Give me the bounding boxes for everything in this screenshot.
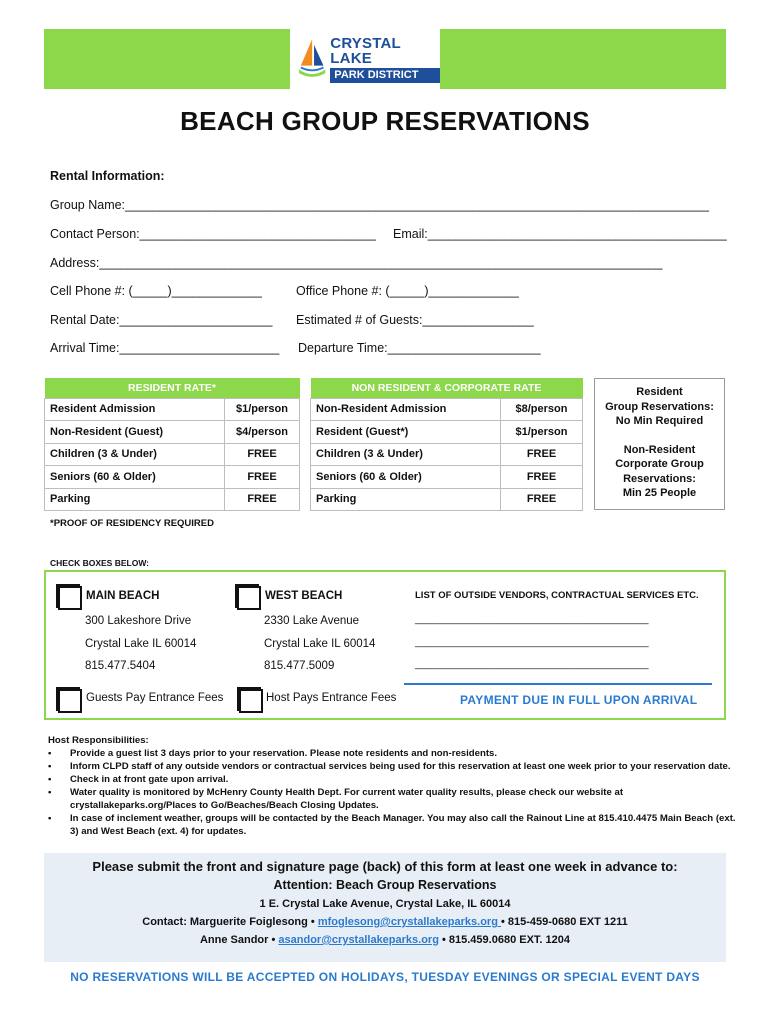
main-beach-name: MAIN BEACH <box>86 590 160 602</box>
contact2-suffix: • 815.459.0680 EXT. 1204 <box>438 934 571 946</box>
row-label: Parking <box>311 488 501 511</box>
table-row <box>311 421 583 444</box>
main-beach-checkbox[interactable] <box>58 586 82 610</box>
west-beach-name: WEST BEACH <box>265 590 343 602</box>
logo-line1: CRYSTAL LAKE <box>330 34 401 67</box>
row-price: FREE <box>501 488 583 511</box>
row-price: $1/person <box>501 421 583 444</box>
group-box-line: Group Reservations: <box>605 400 714 413</box>
row-label: Seniors (60 & Older) <box>45 466 225 489</box>
guests-field[interactable]: Estimated # of Guests:________________ <box>296 313 534 327</box>
nonresident-rate-table <box>310 378 583 511</box>
address-field[interactable]: Address:_________________________________________________________________________________ <box>50 256 663 270</box>
west-beach-city: Crystal Lake IL 60014 <box>264 638 376 650</box>
main-beach-address: 300 Lakeshore Drive <box>85 615 192 627</box>
main-beach-phone: 815.477.5404 <box>85 660 156 672</box>
row-label: Resident (Guest*) <box>311 421 501 444</box>
vendor-line[interactable]: __________________________________________ <box>415 614 649 625</box>
table-row <box>311 466 583 489</box>
group-name-field[interactable]: Group Name:____________________________________________________________________________________ <box>50 198 709 212</box>
row-price: $8/person <box>501 398 583 421</box>
footer-notice: NO RESERVATIONS WILL BE ACCEPTED ON HOLIDAYS, TUESDAY EVENINGS OR SPECIAL EVENT DAYS <box>70 970 700 984</box>
list-item: • Provide a guest list 3 days prior to your reservation. Please note residents and non-residents. <box>48 747 738 760</box>
proof-note: *PROOF OF RESIDENCY REQUIRED <box>50 518 214 529</box>
group-box-line: Min 25 People <box>622 487 697 499</box>
guests-pay-checkbox[interactable] <box>58 689 82 713</box>
west-beach-checkbox[interactable] <box>237 586 261 610</box>
contact-line-2 <box>44 934 726 946</box>
submit-line2: Attention: Beach Group Reservations <box>273 878 497 892</box>
row-price: FREE <box>501 466 583 489</box>
list-item: • Inform CLPD staff of any outside vendors or contractual services being used for this reservation at least one week prior to your reservation date. <box>48 760 738 773</box>
row-label: Non-Resident Admission <box>311 398 501 421</box>
group-box-line: Reservations: <box>623 472 696 485</box>
contact1-prefix: Contact: Marguerite Foiglesong • <box>142 916 318 928</box>
row-price: FREE <box>225 466 300 489</box>
row-label: Resident Admission <box>45 398 225 421</box>
rental-date-field[interactable]: Rental Date:______________________ <box>50 313 273 327</box>
west-beach-address: 2330 Lake Avenue <box>264 615 360 627</box>
contact1-email-link[interactable]: mfoglesong@crystallakeparks.org <box>317 916 501 928</box>
contact-person-field[interactable]: Contact Person:__________________________________ <box>50 227 376 241</box>
contact2-email-link[interactable]: asandor@crystallakeparks.org <box>278 934 439 946</box>
vendor-line[interactable]: __________________________________________ <box>415 659 649 670</box>
contact-line-1 <box>44 916 726 928</box>
row-label: Children (3 & Under) <box>311 443 501 466</box>
row-label: Non-Resident (Guest) <box>45 421 225 444</box>
list-item: • In case of inclement weather, groups will be contacted by the Beach Manager. You may also call the Rainout Line at 815.410.4475 Main Beach (ext. 3) and West Beach (ext. 4) for updates. <box>48 812 738 838</box>
host-responsibilities <box>48 734 738 838</box>
contact1-suffix: • 815-459-0680 EXT 1211 <box>500 916 628 928</box>
row-price: FREE <box>225 443 300 466</box>
host-pays-checkbox[interactable] <box>239 689 263 713</box>
vendor-line[interactable]: __________________________________________ <box>415 637 649 648</box>
row-label: Children (3 & Under) <box>45 443 225 466</box>
main-beach-city: Crystal Lake IL 60014 <box>85 638 197 650</box>
resident-rate-table <box>44 378 300 511</box>
host-heading: Host Responsibilities: <box>48 735 149 746</box>
page-title: BEACH GROUP RESERVATIONS <box>180 106 590 136</box>
rental-heading: Rental Information: <box>50 169 165 183</box>
divider <box>404 683 712 685</box>
list-item: • Water quality is monitored by McHenry County Health Dept. For current water quality results, please check our website at crystallakeparks.org/Places to Go/Beaches/Beach Closing Updates. <box>48 786 738 812</box>
vendors-heading: LIST OF OUTSIDE VENDORS, CONTRACTUAL SERVICES ETC. <box>415 590 699 601</box>
sailboat-icon <box>298 36 326 82</box>
submit-instructions <box>44 853 726 962</box>
row-price: $4/person <box>225 421 300 444</box>
table-row <box>45 398 300 421</box>
payment-notice: PAYMENT DUE IN FULL UPON ARRIVAL <box>460 693 698 707</box>
row-price: FREE <box>501 443 583 466</box>
guests-pay-label: Guests Pay Entrance Fees <box>86 692 224 704</box>
check-boxes-label: CHECK BOXES BELOW: <box>50 558 150 568</box>
email-field[interactable]: Email:___________________________________________ <box>393 227 727 241</box>
table-row <box>311 398 583 421</box>
group-box-line: Non-Resident <box>623 443 696 456</box>
table-row <box>45 488 300 511</box>
row-label: Seniors (60 & Older) <box>311 466 501 489</box>
logo <box>290 29 440 89</box>
row-price: $1/person <box>225 398 300 421</box>
office-phone-field[interactable]: Office Phone #: (_____)_____________ <box>296 284 519 298</box>
resident-rate-header: RESIDENT RATE* <box>45 378 300 398</box>
row-label: Parking <box>45 488 225 511</box>
departure-time-field[interactable]: Departure Time:______________________ <box>298 341 541 355</box>
group-minimums-box <box>594 378 725 510</box>
table-row <box>45 443 300 466</box>
table-row <box>45 466 300 489</box>
cell-phone-field[interactable]: Cell Phone #: (_____)_____________ <box>50 284 262 298</box>
table-row <box>311 488 583 511</box>
submit-line1: Please submit the front and signature page (back) of this form at least one week in advance to: <box>92 859 678 874</box>
group-box-line: Corporate Group <box>615 458 704 470</box>
submit-address: 1 E. Crystal Lake Avenue, Crystal Lake, IL 60014 <box>259 898 511 910</box>
table-row <box>45 421 300 444</box>
group-box-line: Resident <box>636 386 683 398</box>
list-item: • Check in at front gate upon arrival. <box>48 773 738 786</box>
row-price: FREE <box>225 488 300 511</box>
contact2-prefix: Anne Sandor • <box>199 934 279 946</box>
nonresident-rate-header: NON RESIDENT & CORPORATE RATE <box>311 378 583 398</box>
arrival-time-field[interactable]: Arrival Time:_______________________ <box>50 341 280 355</box>
host-pays-label: Host Pays Entrance Fees <box>266 692 397 704</box>
west-beach-phone: 815.477.5009 <box>264 660 335 672</box>
group-box-line: No Min Required <box>615 415 704 427</box>
logo-line2: PARK DISTRICT <box>330 68 440 83</box>
table-row <box>311 443 583 466</box>
